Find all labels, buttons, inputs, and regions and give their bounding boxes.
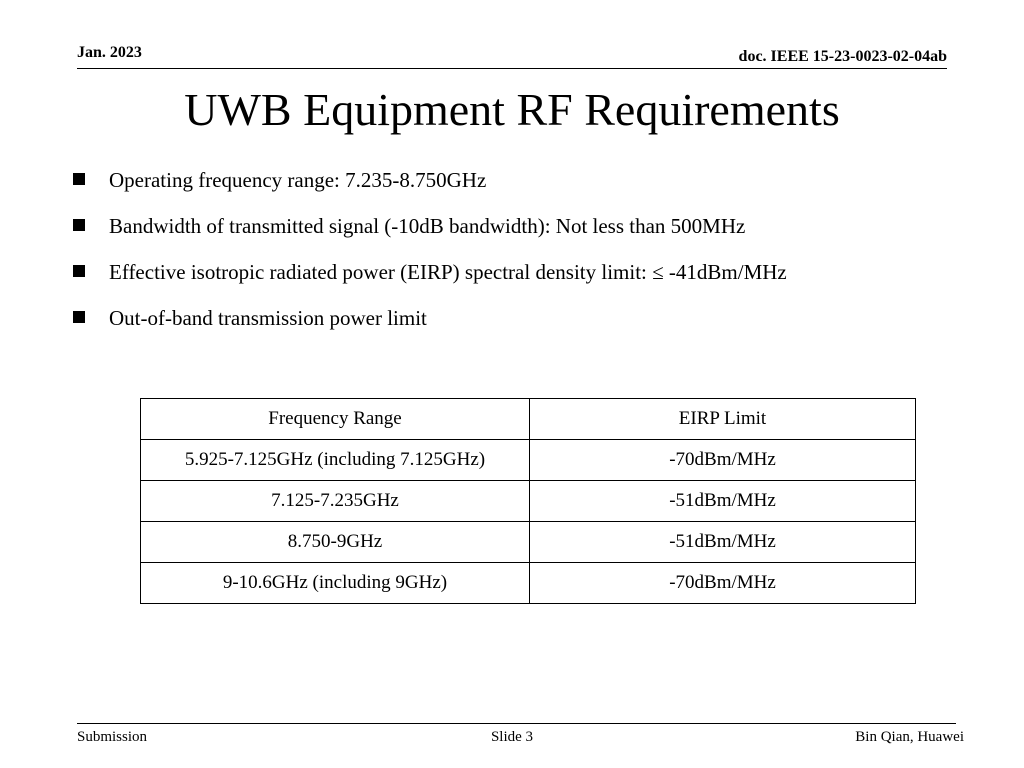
footer-slide-number: Slide 3 [490,729,534,745]
bullet-text: Bandwidth of transmitted signal (-10dB bandwidth): Not less than 500MHz [109,214,746,238]
slide-title: UWB Equipment RF Requirements [184,84,840,135]
square-bullet-icon [73,173,85,185]
header-doc-id: doc. IEEE 15-23-0023-02-04ab [738,48,947,65]
header-divider [77,68,947,69]
table-header-row [141,399,916,440]
eirp-limit-table [140,398,916,604]
bullet-item [72,252,922,293]
table-cell-frequency: 9-10.6GHz (including 9GHz) [141,563,530,604]
footer-divider [77,723,956,724]
table-header-frequency-range: Frequency Range [141,399,530,440]
footer-author: Bin Qian, Huawei [855,729,964,745]
table-cell-eirp: -70dBm/MHz [530,440,916,481]
footer-submission: Submission [77,729,148,745]
header-date: Jan. 2023 [77,44,142,61]
table-cell-eirp: -70dBm/MHz [530,563,916,604]
table-cell-eirp: -51dBm/MHz [530,481,916,522]
bullet-list [72,160,922,344]
bullet-item [72,298,922,339]
table-row [141,481,916,522]
table-row [141,522,916,563]
table-header-eirp-limit: EIRP Limit [530,399,916,440]
table-row [141,440,916,481]
table-cell-frequency: 5.925-7.125GHz (including 7.125GHz) [141,440,530,481]
bullet-text: Effective isotropic radiated power (EIRP) spectral density limit: ≤ -41dBm/MHz [109,260,787,284]
square-bullet-icon [73,219,85,231]
bullet-text: Operating frequency range: 7.235-8.750GHz [109,168,487,192]
table-row [141,563,916,604]
bullet-text: Out-of-band transmission power limit [109,306,427,330]
bullet-item [72,206,922,247]
bullet-item [72,160,922,201]
square-bullet-icon [73,311,85,323]
square-bullet-icon [73,265,85,277]
table-cell-frequency: 8.750-9GHz [141,522,530,563]
table-cell-frequency: 7.125-7.235GHz [141,481,530,522]
table-cell-eirp: -51dBm/MHz [530,522,916,563]
